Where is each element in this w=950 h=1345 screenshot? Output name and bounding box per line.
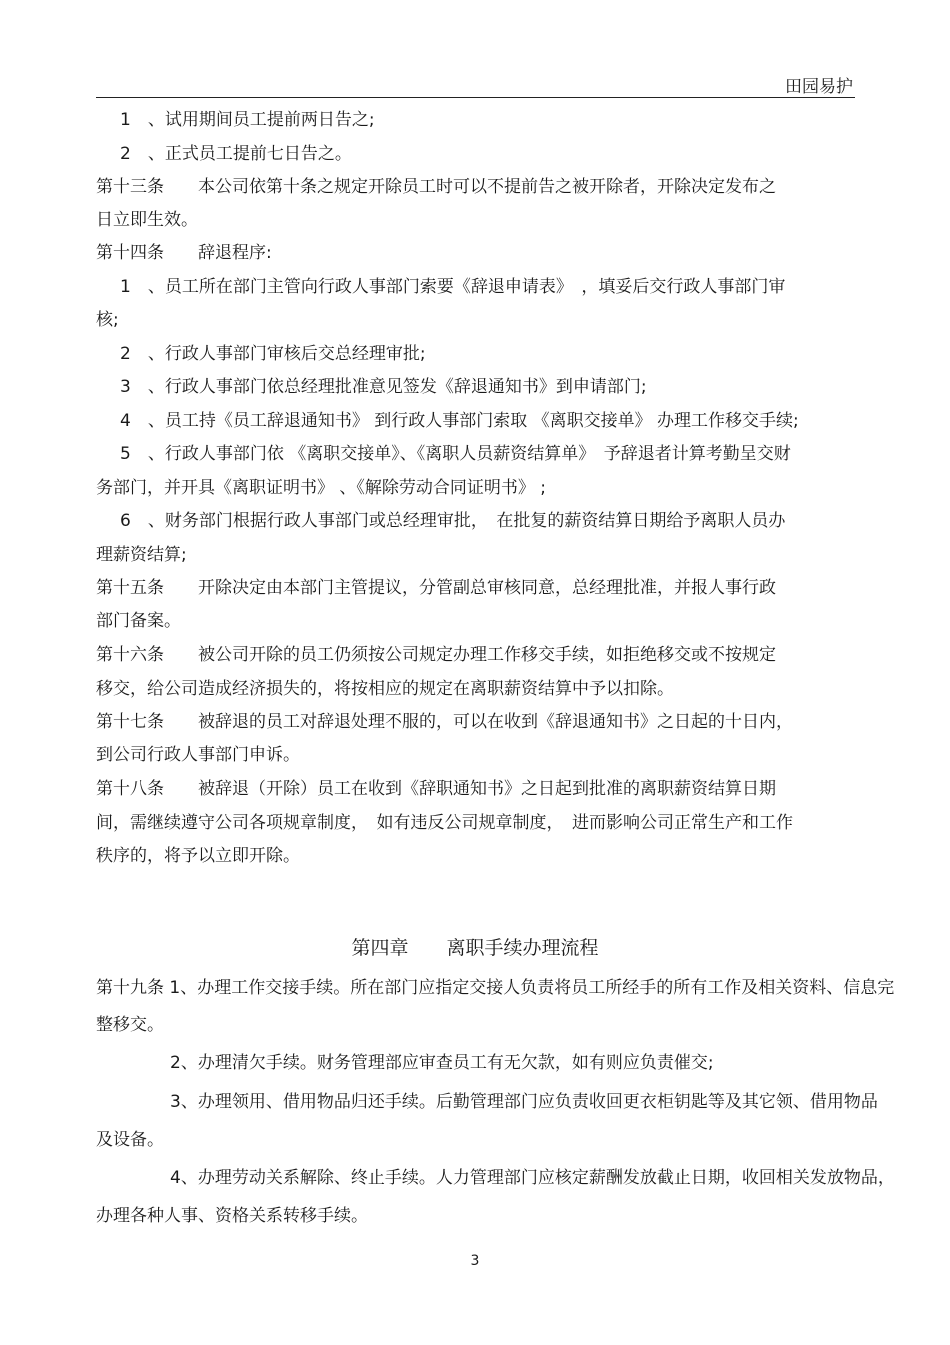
header-rule xyxy=(96,97,855,98)
text-line: 核; xyxy=(96,310,119,330)
header-title: 田园易护 xyxy=(785,77,853,97)
text-line: 第十四条 辞退程序: xyxy=(96,243,272,263)
text-line: 第十三条 本公司依第十条之规定开除员工时可以不提前告之被开除者，开除决定发布之 xyxy=(96,177,776,197)
text-line: 秩序的，将予以立即开除。 xyxy=(96,846,300,866)
text-line: 第十七条 被辞退的员工对辞退处理不服的，可以在收到《辞退通知书》之日起的十日内， xyxy=(96,712,793,732)
text-line: 3 、行政人事部门依总经理批准意见签发《辞退通知书》到申请部门; xyxy=(120,377,647,397)
text-line: 5 、行政人事部门依 《离职交接单》、《离职人员薪资结算单》 予辞退者计算考勤呈交财 xyxy=(120,444,791,464)
text-line: 到公司行政人事部门申诉。 xyxy=(96,745,300,765)
text-line: 4 、员工持《员工辞退通知书》 到行政人事部门索取 《离职交接单》 办理工作移交手续; xyxy=(120,411,799,431)
text-line: 2、办理清欠手续。财务管理部应审查员工有无欠款，如有则应负责催交; xyxy=(170,1053,714,1073)
page-number: 3 xyxy=(470,1253,480,1269)
text-line: 部门备案。 xyxy=(96,611,181,631)
text-line: 第十九条 1、办理工作交接手续。所在部门应指定交接人负责将员工所经手的所有工作及相关资料、信息完 xyxy=(96,978,895,998)
text-line: 1 、员工所在部门主管向行政人事部门索要《辞退申请表》 ，填妥后交行政人事部门审 xyxy=(120,277,786,297)
text-line: 4、办理劳动关系解除、终止手续。人力管理部门应核定薪酬发放截止日期，收回相关发放物品， xyxy=(170,1168,895,1188)
text-line: 第十五条 开除决定由本部门主管提议，分管副总审核同意，总经理批准，并报人事行政 xyxy=(96,578,776,598)
text-line: 第十八条 被辞退（开除）员工在收到《辞职通知书》之日起到批准的离职薪资结算日期 xyxy=(96,779,776,799)
text-line: 日立即生效。 xyxy=(96,210,198,230)
text-line: 3、办理领用、借用物品归还手续。后勤管理部门应负责收回更衣柜钥匙等及其它领、借用物品 xyxy=(170,1092,878,1112)
text-line: 6 、财务部门根据行政人事部门或总经理审批， 在批复的薪资结算日期给予离职人员办 xyxy=(120,511,786,531)
text-line: 间，需继续遵守公司各项规章制度， 如有违反公司规章制度， 进而影响公司正常生产和工作 xyxy=(96,813,793,833)
text-line: 移交，给公司造成经济损失的，将按相应的规定在离职薪资结算中予以扣除。 xyxy=(96,679,674,699)
text-line: 及设备。 xyxy=(96,1130,164,1150)
text-line: 2 、行政人事部门审核后交总经理审批; xyxy=(120,344,426,364)
text-line: 办理各种人事、资格关系转移手续。 xyxy=(96,1206,368,1226)
text-line: 务部门，并开具《离职证明书》 、《解除劳动合同证明书》 ; xyxy=(96,478,547,498)
text-line: 2 、正式员工提前七日告之。 xyxy=(120,144,352,164)
chapter-title: 第四章 离职手续办理流程 xyxy=(351,937,599,959)
text-line: 理薪资结算; xyxy=(96,545,187,565)
text-line: 整移交。 xyxy=(96,1015,164,1035)
text-line: 第十六条 被公司开除的员工仍须按公司规定办理工作移交手续，如拒绝移交或不按规定 xyxy=(96,645,776,665)
text-line: 1 、试用期间员工提前两日告之; xyxy=(120,110,375,130)
